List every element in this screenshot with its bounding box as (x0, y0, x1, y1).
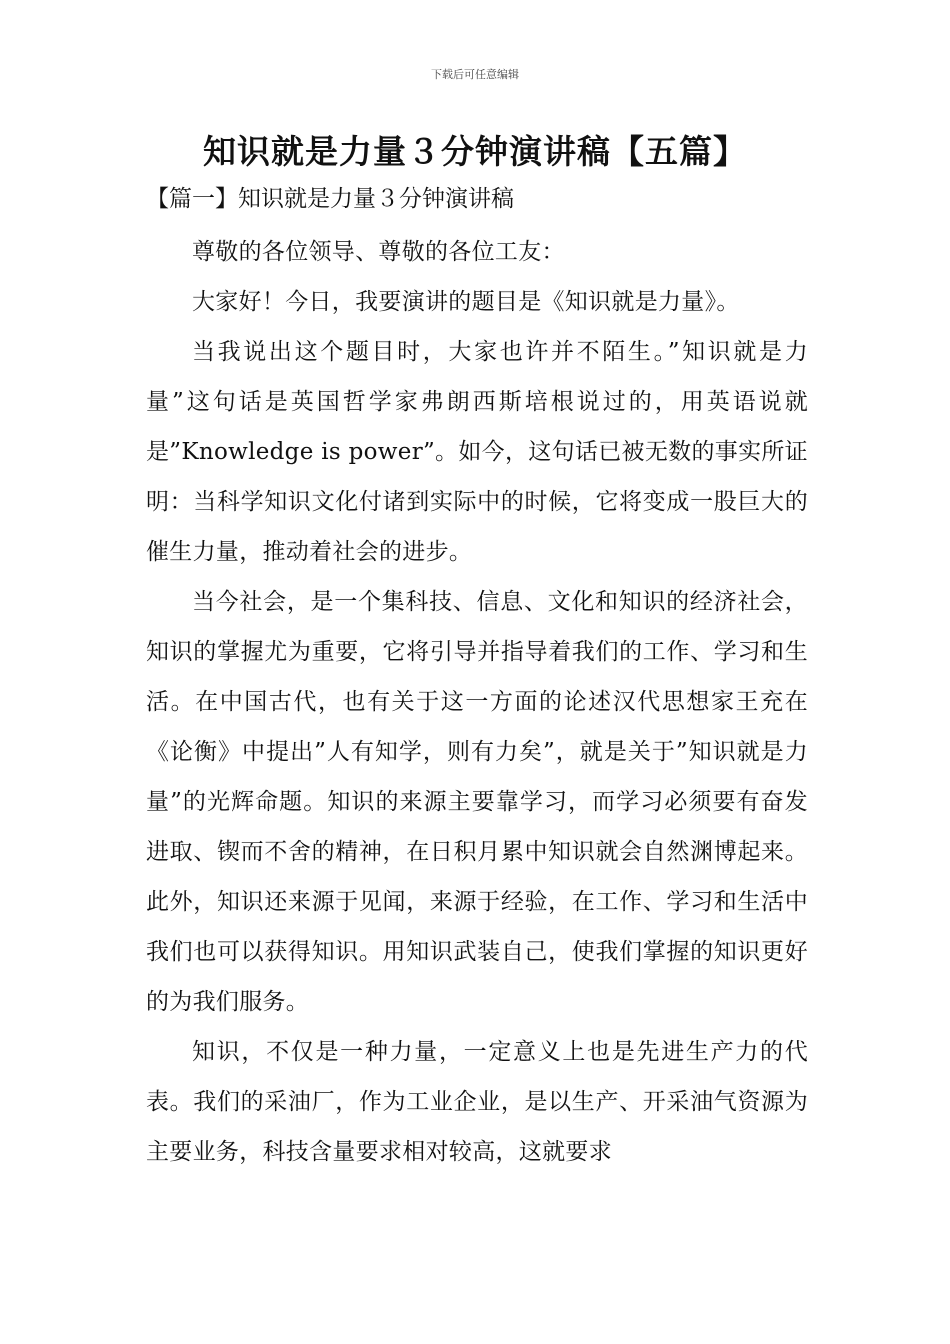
header-note: 下载后可任意编辑 (431, 68, 519, 81)
document-body (146, 227, 808, 1177)
paragraph: 知识，不仅是一种力量，一定意义上也是先进生产力的代表。我们的采油厂，作为工业企业，是以生产、开采油气资源为主要业务，科技含量要求相对较高，这就要求 (146, 1039, 808, 1165)
paragraph: 当我说出这个题目时，大家也许并不陌生。”知识就是力量”这句话是英国哲学家弗朗西斯培根说过的，用英语说就是”Knowledge is power”。如今，这句话已被无数的事实所证明：当科学知识文化付诸到实际中的时候，它将变成一股巨大的催生力量，推动着社会的进步。 (146, 339, 808, 565)
document-title: 知识就是力量３分钟演讲稿【五篇】 (203, 132, 747, 171)
paragraph: 当今社会，是一个集科技、信息、文化和知识的经济社会，知识的掌握尤为重要，它将引导并指导着我们的工作、学习和生活。在中国古代，也有关于这一方面的论述汉代思想家王充在《论衡》中提出”人有知学，则有力矣”，就是关于”知识就是力量”的光辉命题。知识的来源主要靠学习，而学习必须要有奋发进取、锲而不舍的精神，在日积月累中知识就会自然渊博起来。此外，知识还来源于见闻，来源于经验，在工作、学习和生活中我们也可以获得知识。用知识武装自己，使我们掌握的知识更好的为我们服务。 (146, 589, 808, 1015)
paragraph-intro: 大家好！今日，我要演讲的题目是《知识就是力量》。 (192, 289, 740, 315)
section-heading: 【篇一】知识就是力量３分钟演讲稿 (146, 186, 514, 212)
paragraph-greeting: 尊敬的各位领导、尊敬的各位工友： (192, 239, 565, 265)
